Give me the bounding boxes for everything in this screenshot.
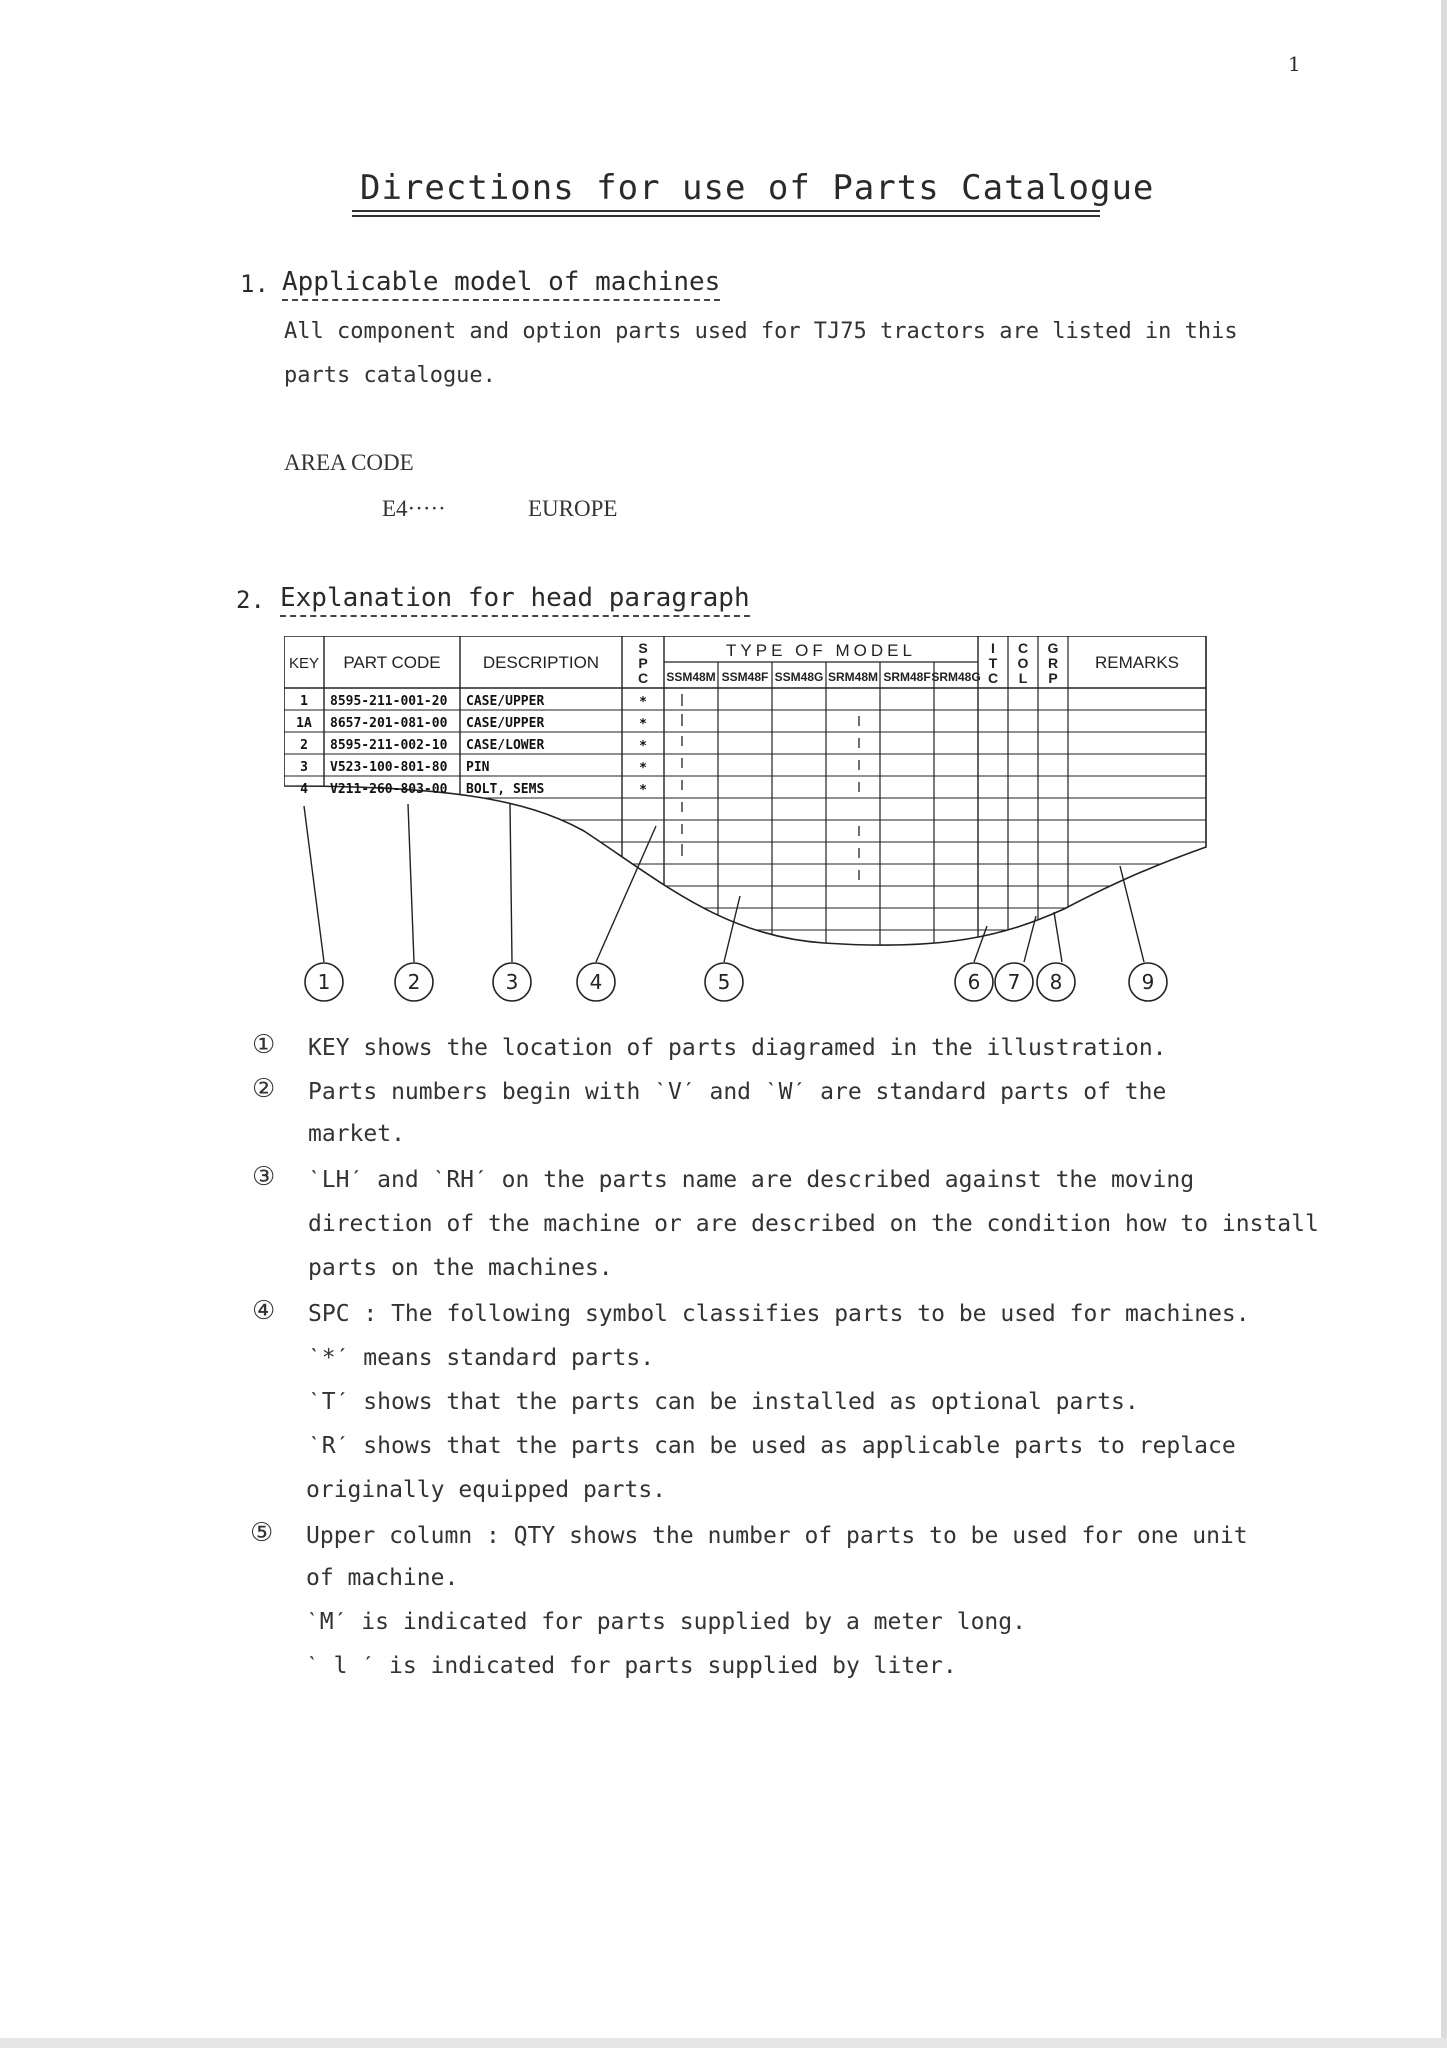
section1-number: 1. (240, 270, 269, 298)
row4-part-code: V523-100-801-80 (330, 760, 448, 775)
header-model-4: SRM48M (827, 670, 879, 684)
scan-bottom-edge (0, 2038, 1447, 2048)
row3-spc: * (639, 739, 647, 754)
note4-line3: ˋTˊ shows that the parts can be installed as optional parts. (308, 1389, 1139, 1415)
note2-marker: ② (252, 1074, 276, 1104)
row5-key: 4 (300, 782, 308, 797)
callout-9: 9 (1141, 970, 1155, 994)
row1-part-code: 8595-211-001-20 (330, 694, 448, 709)
row2-part-code: 8657-201-081-00 (330, 716, 448, 731)
row3-part-code: 8595-211-002-10 (330, 738, 448, 753)
page-title: Directions for use of Parts Catalogue (360, 168, 1155, 208)
callout-8: 8 (1049, 970, 1063, 994)
row4-description: PIN (466, 760, 490, 775)
note4-line5: originally equipped parts. (306, 1477, 667, 1503)
callout-2: 2 (407, 970, 421, 994)
area-code-label: AREA CODE (284, 450, 414, 475)
title-underline-2 (352, 215, 1100, 217)
note4-line4: ˋRˊ shows that the parts can be used as applicable parts to replace (308, 1433, 1236, 1459)
note5-line1: Upper column : QTY shows the number of parts to be used for one unit (306, 1523, 1248, 1549)
section2-number: 2. (236, 586, 265, 614)
note1-line1: KEY shows the location of parts diagramed in the illustration. (308, 1035, 1167, 1061)
header-col-o: O (1017, 655, 1029, 671)
page-number: 1 (1288, 52, 1301, 76)
section1-heading: Applicable model of machines (282, 268, 720, 301)
note4-line2: ˋ*ˊ means standard parts. (308, 1345, 655, 1371)
row5-part-code: V211-260-803-00 (330, 782, 448, 797)
row2-spc: * (639, 717, 647, 732)
note1-marker: ① (252, 1030, 276, 1060)
area-code: E4····· (382, 496, 446, 521)
header-model-5: SRM48F (883, 670, 931, 684)
header-spc-p: P (638, 655, 648, 671)
section1-line2: parts catalogue. (284, 363, 496, 388)
header-model-2: SSM48F (721, 670, 769, 684)
header-col-l: L (1018, 670, 1028, 686)
header-key: KEY (288, 655, 320, 672)
row1-key: 1 (300, 694, 308, 709)
callout-1: 1 (317, 970, 331, 994)
header-spc-c: C (637, 670, 649, 686)
row3-key: 2 (300, 738, 308, 753)
note5-line2: of machine. (306, 1565, 459, 1591)
note4-line1: SPC : The following symbol classifies parts to be used for machines. (308, 1301, 1250, 1327)
header-model-3: SSM48G (774, 670, 824, 684)
header-description: DESCRIPTION (482, 653, 600, 672)
note3-marker: ③ (252, 1162, 276, 1192)
scan-edge (1441, 0, 1447, 2048)
header-itc-t: T (988, 655, 998, 671)
header-itc-c: C (987, 670, 999, 686)
section2-heading: Explanation for head paragraph (280, 584, 750, 617)
note2-line2: market. (308, 1121, 405, 1147)
note3-line3: parts on the machines. (308, 1255, 613, 1281)
row5-spc: * (639, 783, 647, 798)
header-type-of-model: TYPE OF MODEL (726, 641, 916, 660)
row5-description: BOLT, SEMS (466, 782, 545, 797)
note3-line1: ˋLHˊ and ˋRHˊ on the parts name are described against the moving (308, 1167, 1195, 1193)
callout-6: 6 (967, 970, 981, 994)
header-model-6: SRM48G (931, 670, 981, 684)
header-itc-i: I (991, 640, 995, 656)
callout-7: 7 (1007, 970, 1021, 994)
note5-marker: ⑤ (250, 1518, 274, 1548)
header-col-c: C (1017, 640, 1029, 656)
head-paragraph-diagram (284, 636, 1214, 1021)
note4-marker: ④ (252, 1296, 276, 1326)
header-grp-g: G (1047, 640, 1059, 656)
row1-description: CASE/UPPER (466, 694, 545, 709)
row4-key: 3 (300, 760, 308, 775)
header-model-1: SSM48M (666, 670, 716, 684)
row2-description: CASE/UPPER (466, 716, 545, 731)
note5-line3: ˋMˊ is indicated for parts supplied by a meter long. (306, 1609, 1026, 1635)
row1-spc: * (639, 695, 647, 710)
row3-description: CASE/LOWER (466, 738, 545, 753)
header-grp-p: P (1048, 670, 1058, 686)
row4-spc: * (639, 761, 647, 776)
row2-key: 1A (296, 716, 312, 731)
header-remarks: REMARKS (1094, 653, 1180, 672)
title-underline (352, 210, 1100, 212)
note3-line2: direction of the machine or are described on the condition how to install (308, 1211, 1319, 1237)
callout-4: 4 (589, 970, 603, 994)
note5-line4: ˋ l ˊ is indicated for parts supplied by liter. (306, 1653, 957, 1679)
header-spc-s: S (638, 640, 648, 656)
header-grp-r: R (1047, 655, 1059, 671)
header-part-code: PART CODE (343, 653, 441, 672)
section1-line1: All component and option parts used for TJ75 tractors are listed in this (284, 319, 1238, 344)
note2-line1: Parts numbers begin with ˋVˊ and ˋWˊ are standard parts of the (308, 1079, 1167, 1105)
area-name: EUROPE (528, 496, 618, 521)
callout-3: 3 (505, 970, 519, 994)
callout-5: 5 (717, 970, 731, 994)
